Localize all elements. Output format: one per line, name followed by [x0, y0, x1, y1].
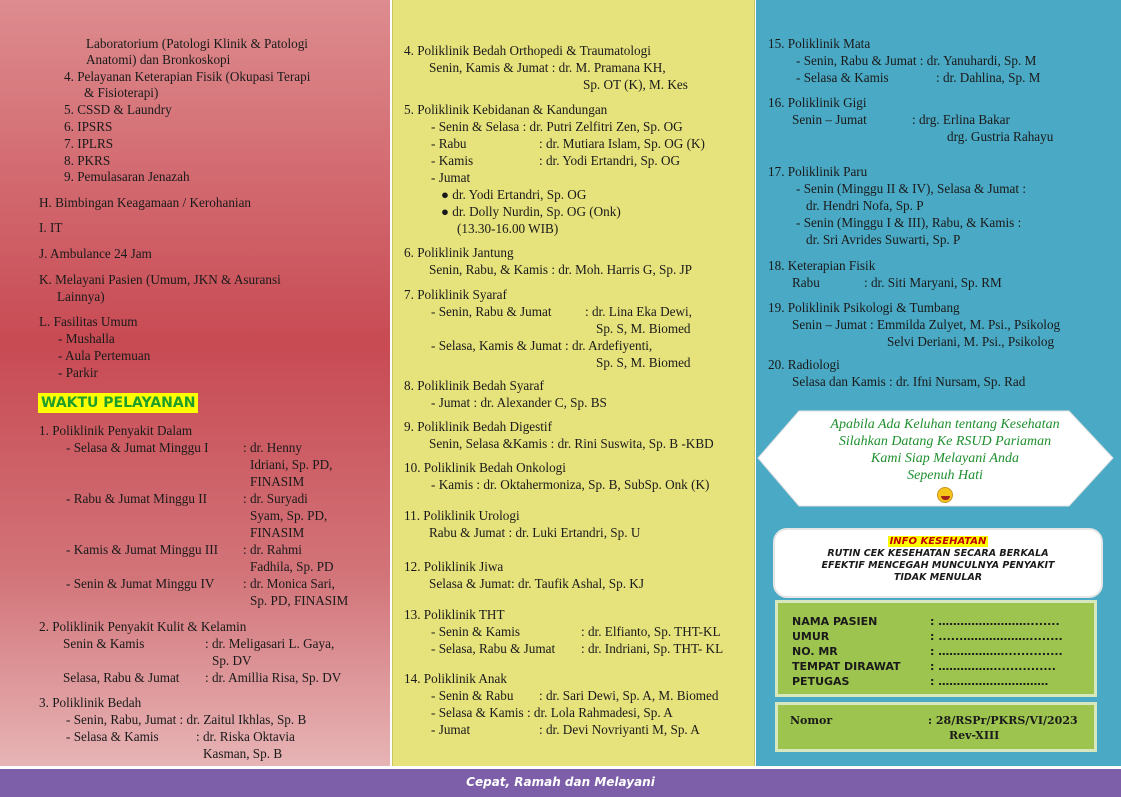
list-item: 7. IPLRS [64, 136, 114, 151]
schedule-day: Senin & Kamis [63, 636, 145, 651]
callout-line: Apabila Ada Keluhan tentang Kesehatan [830, 417, 1060, 432]
form-label-nama: NAMA PASIEN [792, 615, 878, 628]
clinic-title: 8. Poliklinik Bedah Syaraf [404, 378, 544, 393]
schedule-day: - Kamis [431, 153, 474, 168]
doctor-name: : dr. Amillia Risa, Sp. DV [205, 670, 342, 685]
section-heading: I. IT [39, 220, 63, 235]
list-item: - Parkir [58, 365, 98, 380]
doctor-name: : dr. Rahmi [243, 542, 302, 557]
time-note: (13.30-16.00 WIB) [457, 221, 559, 236]
doctor-name-text: dr. Dolly Nurdin, Sp. OG (Onk) [452, 204, 621, 219]
schedule-line: - Senin & Selasa : dr. Putri Zelfitri Zen, Sp. OG [431, 119, 683, 134]
callout-text [805, 416, 1085, 503]
clinic-title: 11. Poliklinik Urologi [404, 508, 520, 523]
patient-form [775, 600, 1097, 697]
section-heading: K. Melayani Pasien (Umum, JKN & Asuransi [39, 272, 281, 287]
clinic-title: 5. Poliklinik Kebidanan & Kandungan [404, 102, 608, 117]
doctor-name [441, 186, 586, 203]
info-line: EFEKTIF MENCEGAH MUNCULNYA PENYAKIT [821, 560, 1055, 571]
clinic-title: 4. Poliklinik Bedah Orthopedi & Traumatologi [404, 43, 651, 58]
schedule-line: Senin – Jumat : Emmilda Zulyet, M. Psi., Psikolog [792, 317, 1061, 332]
schedule-day: - Selasa, Rabu & Jumat [431, 641, 556, 656]
doctor-name: : dr. Siti Maryani, Sp. RM [864, 275, 1002, 290]
bullet-icon: ● [441, 187, 449, 202]
doctor-name: drg. Gustria Rahayu [947, 129, 1054, 144]
doctor-name: : dr. Sari Dewi, Sp. A, M. Biomed [539, 688, 719, 703]
schedule-line: - Senin (Minggu I & III), Rabu, & Kamis : [796, 215, 1022, 230]
form-field-petugas[interactable]: : ………………………… [930, 675, 1049, 688]
doctor-name: Sp. OT (K), M. Kes [583, 77, 688, 92]
schedule-day: - Senin, Rabu & Jumat [431, 304, 552, 319]
clinic-title: 20. Radiologi [768, 357, 840, 372]
form-label-no-mr: NO. MR [792, 645, 838, 658]
doctor-name: : dr. Henny [243, 440, 302, 455]
footer-slogan: Cepat, Ramah dan Melayani [0, 766, 1121, 797]
schedule-day: - Rabu & Jumat Minggu II [66, 491, 208, 506]
schedule-line: - Selasa, Kamis & Jumat : dr. Ardefiyenti, [431, 338, 653, 353]
doctor-name: dr. Hendri Nofa, Sp. P [806, 198, 924, 213]
waktu-pelayanan-heading: WAKTU PELAYANAN [38, 393, 198, 413]
clinic-title: 2. Poliklinik Penyakit Kulit & Kelamin [39, 619, 247, 634]
info-line: RUTIN CEK KESEHATAN SECARA BERKALA [827, 548, 1049, 559]
doctor-name: : dr. Yodi Ertandri, Sp. OG [539, 153, 681, 168]
info-kesehatan-box [773, 528, 1103, 598]
list-item: 6. IPSRS [64, 119, 113, 134]
list-item: 4. Pelayanan Keterapian Fisik (Okupasi Terapi [64, 69, 311, 84]
clinic-title: 10. Poliklinik Bedah Onkologi [404, 460, 566, 475]
doctor-name: : dr. Suryadi [243, 491, 308, 506]
schedule-day: - Selasa & Kamis [66, 729, 159, 744]
clinic-title: 13. Poliklinik THT [404, 607, 505, 622]
callout-line: Kami Siap Melayani Anda [871, 451, 1019, 466]
clinic-title: 19. Poliklinik Psikologi & Tumbang [768, 300, 960, 315]
clinic-title: 18. Keterapian Fisik [768, 258, 876, 273]
list-item: - Mushalla [58, 331, 115, 346]
section-heading: H. Bimbingan Keagamaan / Kerohanian [39, 195, 252, 210]
schedule-day: - Kamis & Jumat Minggu III [66, 542, 219, 557]
text-line: Anatomi) dan Bronkoskopi [86, 52, 231, 67]
doctor-name: : dr. Elfianto, Sp. THT-KL [581, 624, 721, 639]
schedule-day: Senin – Jumat [792, 112, 867, 127]
laughing-emoji-icon [937, 487, 953, 503]
form-label-tempat: TEMPAT DIRAWAT [792, 660, 901, 673]
schedule-line: Senin, Selasa &Kamis : dr. Rini Suswita, Sp. B -KBD [429, 436, 714, 451]
nomor-value: : 28/RSPr/PKRS/VI/2023 [928, 714, 1078, 727]
doctor-name: : dr. Lina Eka Dewi, [585, 304, 692, 319]
document-number-box [775, 702, 1097, 752]
list-item: 9. Pemulasaran Jenazah [64, 169, 190, 184]
clinic-title: 16. Poliklinik Gigi [768, 95, 867, 110]
schedule-day: Rabu [792, 275, 820, 290]
schedule-line: - Kamis : dr. Oktahermoniza, Sp. B, SubSp. Onk (K) [431, 477, 710, 492]
callout-line: Sepenuh Hati [907, 468, 983, 483]
schedule-line: Senin, Kamis & Jumat : dr. M. Pramana KH, [429, 60, 666, 75]
info-line: TIDAK MENULAR [893, 572, 983, 583]
clinic-title: 14. Poliklinik Anak [404, 671, 507, 686]
doctor-name-text: dr. Yodi Ertandri, Sp. OG [452, 187, 587, 202]
list-item: 8. PKRS [64, 153, 111, 168]
schedule-day: - Rabu [431, 136, 467, 151]
text-line: Laboratorium (Patologi Klinik & Patologi [86, 36, 308, 51]
doctor-name: : dr. Devi Novriyanti M, Sp. A [539, 722, 700, 737]
info-title: INFO KESEHATAN [889, 536, 987, 547]
text-line: & Fisioterapi) [84, 85, 159, 100]
doctor-name: Idriani, Sp. PD, [250, 457, 333, 472]
doctor-name: FINASIM [250, 525, 305, 540]
clinic-title: 9. Poliklinik Bedah Digestif [404, 419, 552, 434]
schedule-line: - Jumat : dr. Alexander C, Sp. BS [431, 395, 607, 410]
schedule-day: - Senin & Kamis [431, 624, 521, 639]
schedule-line: Selasa & Jumat: dr. Taufik Ashal, Sp. KJ [429, 576, 644, 591]
form-label-umur: UMUR [792, 630, 830, 643]
emoji-row [805, 486, 1085, 503]
doctor-name: Sp. S, M. Biomed [596, 321, 691, 336]
message-callout [757, 410, 1115, 507]
doctor-name: : dr. Indriani, Sp. THT- KL [581, 641, 724, 656]
nomor-label: Nomor [790, 714, 833, 727]
callout-line: Silahkan Datang Ke RSUD Pariaman [838, 434, 1052, 449]
schedule-line: Rabu & Jumat : dr. Luki Ertandri, Sp. U [429, 525, 641, 540]
clinic-title: 1. Poliklinik Penyakit Dalam [39, 423, 193, 438]
schedule-line: - Senin, Rabu & Jumat : dr. Yanuhardi, Sp. M [796, 53, 1037, 68]
schedule-day: - Senin & Rabu [431, 688, 514, 703]
doctor-name: : dr. Meligasari L. Gaya, [205, 636, 335, 651]
text-line: Lainnya) [57, 289, 105, 304]
list-item: - Aula Pertemuan [58, 348, 151, 363]
list-item: 5. CSSD & Laundry [64, 102, 172, 117]
clinic-title: 12. Poliklinik Jiwa [404, 559, 504, 574]
doctor-name: : dr. Mutiara Islam, Sp. OG (K) [539, 136, 705, 151]
doctor-name: FINASIM [250, 474, 305, 489]
doctor-name: Syam, Sp. PD, [250, 508, 328, 523]
doctor-name [441, 203, 621, 220]
schedule-day: - Selasa & Kamis [796, 70, 889, 85]
revision-label: Rev-XIII [949, 729, 1000, 742]
form-field-umur[interactable]: : ......………………........ [930, 630, 1063, 643]
section-heading: J. Ambulance 24 Jam [39, 246, 152, 261]
section-heading: L. Fasilitas Umum [39, 314, 138, 329]
doctor-name: Kasman, Sp. B [203, 746, 283, 761]
doctor-name: Sp. PD, FINASIM [250, 593, 349, 608]
doctor-name: : dr. Riska Oktavia [196, 729, 295, 744]
doctor-name: Sp. S, M. Biomed [596, 355, 691, 370]
schedule-line: Selasa dan Kamis : dr. Ifni Nursam, Sp. Rad [792, 374, 1026, 389]
form-field-tempat[interactable]: : ……………............... [930, 660, 1056, 673]
clinic-title: 6. Poliklinik Jantung [404, 245, 514, 260]
doctor-name: dr. Sri Avrides Suwarti, Sp. P [806, 232, 961, 247]
schedule-line: - Senin, Rabu, Jumat : dr. Zaitul Ikhlas, Sp. B [66, 712, 307, 727]
form-field-nama[interactable]: : ……………………........ [930, 615, 1060, 628]
clinic-title: 15. Poliklinik Mata [768, 36, 871, 51]
schedule-day: - Jumat [431, 722, 471, 737]
schedule-line: - Selasa & Kamis : dr. Lola Rahmadesi, Sp. A [431, 705, 673, 720]
schedule-day: - Jumat [431, 170, 471, 185]
left-panel [0, 0, 390, 766]
form-label-petugas: PETUGAS [792, 675, 850, 688]
form-field-no-mr[interactable]: : ……………….............. [930, 645, 1063, 658]
doctor-name: : dr. Monica Sari, [243, 576, 335, 591]
schedule-line: Senin, Rabu, & Kamis : dr. Moh. Harris G, Sp. JP [429, 262, 693, 277]
bullet-icon: ● [441, 204, 449, 219]
doctor-name: : dr. Dahlina, Sp. M [936, 70, 1041, 85]
doctor-name: : drg. Erlina Bakar [912, 112, 1010, 127]
clinic-title: 3. Poliklinik Bedah [39, 695, 142, 710]
schedule-day: - Selasa & Jumat Minggu I [66, 440, 209, 455]
clinic-title: 17. Poliklinik Paru [768, 164, 868, 179]
schedule-day: - Senin & Jumat Minggu IV [66, 576, 215, 591]
schedule-line: - Senin (Minggu II & IV), Selasa & Jumat : [796, 181, 1027, 196]
clinic-title: 7. Poliklinik Syaraf [404, 287, 507, 302]
doctor-name: Selvi Deriani, M. Psi., Psikolog [887, 334, 1055, 349]
middle-panel [392, 0, 755, 766]
schedule-day: Selasa, Rabu & Jumat [63, 670, 180, 685]
doctor-name: Sp. DV [212, 653, 252, 668]
doctor-name: Fadhila, Sp. PD [250, 559, 334, 574]
